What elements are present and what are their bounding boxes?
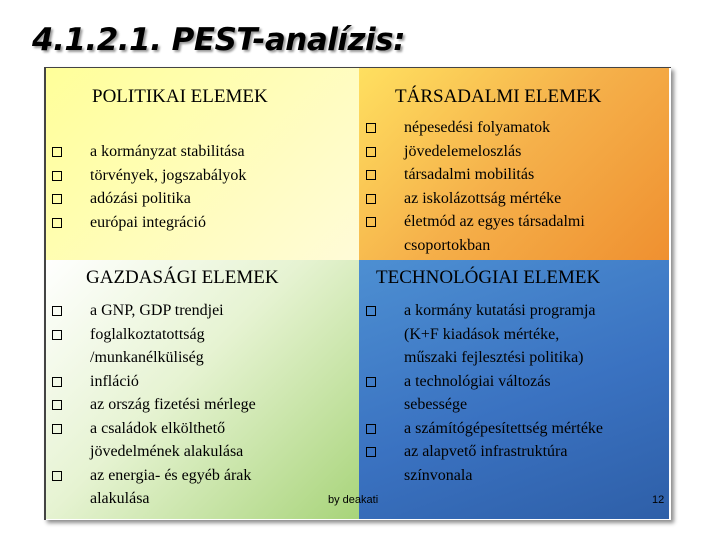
list-item-continuation: csoportokban xyxy=(404,236,491,254)
list-item: az alapvető infrastruktúra xyxy=(366,440,603,464)
square-bullet-icon xyxy=(52,171,62,181)
list-item: népesedési folyamatok xyxy=(366,116,585,140)
list-item: a technológiai változás xyxy=(366,370,603,394)
slide-title: 4.1.2.1. PEST-analízis: xyxy=(32,22,406,58)
list-item-continuation: (K+F kiadások mértéke, xyxy=(404,325,560,343)
list-item: foglalkoztatottság xyxy=(52,323,256,347)
list-item: az energia- és egyéb árak xyxy=(52,464,256,488)
list-item: társadalmi mobilitás xyxy=(366,163,585,187)
square-bullet-icon xyxy=(52,471,62,481)
square-bullet-icon xyxy=(366,194,376,204)
square-bullet-icon xyxy=(366,306,376,316)
square-bullet-icon xyxy=(366,447,376,457)
list-item: a kormányzat stabilitása xyxy=(52,140,246,164)
list-item-continuation: műszaki fejlesztési politika) xyxy=(404,349,584,366)
list-item-continuation: /munkanélküliség xyxy=(90,349,204,366)
list-item: a családok elkölthető xyxy=(52,417,256,441)
gazdasagi-heading: GAZDASÁGI ELEMEK xyxy=(86,267,279,288)
square-bullet-icon xyxy=(366,147,376,157)
list-item: jövedelemeloszlás xyxy=(366,140,585,164)
square-bullet-icon xyxy=(52,147,62,157)
gazdasagi-list xyxy=(52,299,256,511)
technologiai-heading: TECHNOLÓGIAI ELEMEK xyxy=(376,267,601,288)
list-item-continuation: alakulása xyxy=(90,490,150,507)
list-item-continuation: jövedelmének alakulása xyxy=(90,443,244,460)
list-item: törvények, jogszabályok xyxy=(52,164,246,188)
square-bullet-icon xyxy=(366,217,376,227)
technologiai-list xyxy=(366,299,603,487)
footer-author: by deakati xyxy=(328,494,379,506)
square-bullet-icon xyxy=(366,424,376,434)
list-item: a számítógépesítettség mértéke xyxy=(366,417,603,441)
list-item: infláció xyxy=(52,370,256,394)
page-number: 12 xyxy=(652,494,665,506)
square-bullet-icon xyxy=(52,218,62,228)
list-item: a kormány kutatási programja xyxy=(366,299,603,323)
square-bullet-icon xyxy=(52,424,62,434)
square-bullet-icon xyxy=(52,194,62,204)
list-item: adózási politika xyxy=(52,187,246,211)
list-item: az iskolázottság mértéke xyxy=(366,187,585,211)
list-item-continuation: sebessége xyxy=(404,396,468,413)
tarsadalmi-heading: TÁRSADALMI ELEMEK xyxy=(395,86,602,107)
square-bullet-icon xyxy=(52,377,62,387)
politikai-list xyxy=(52,140,246,234)
square-bullet-icon xyxy=(366,377,376,387)
list-item: a GNP, GDP trendjei xyxy=(52,299,256,323)
politikai-heading: POLITIKAI ELEMEK xyxy=(92,86,268,107)
square-bullet-icon xyxy=(52,330,62,340)
square-bullet-icon xyxy=(52,400,62,410)
square-bullet-icon xyxy=(366,123,376,133)
square-bullet-icon xyxy=(52,306,62,316)
tarsadalmi-list xyxy=(366,116,585,257)
list-item-continuation: színvonala xyxy=(404,466,473,484)
square-bullet-icon xyxy=(366,170,376,180)
list-item: életmód az egyes társadalmi xyxy=(366,210,585,234)
list-item: európai integráció xyxy=(52,211,246,235)
list-item: az ország fizetési mérlege xyxy=(52,393,256,417)
